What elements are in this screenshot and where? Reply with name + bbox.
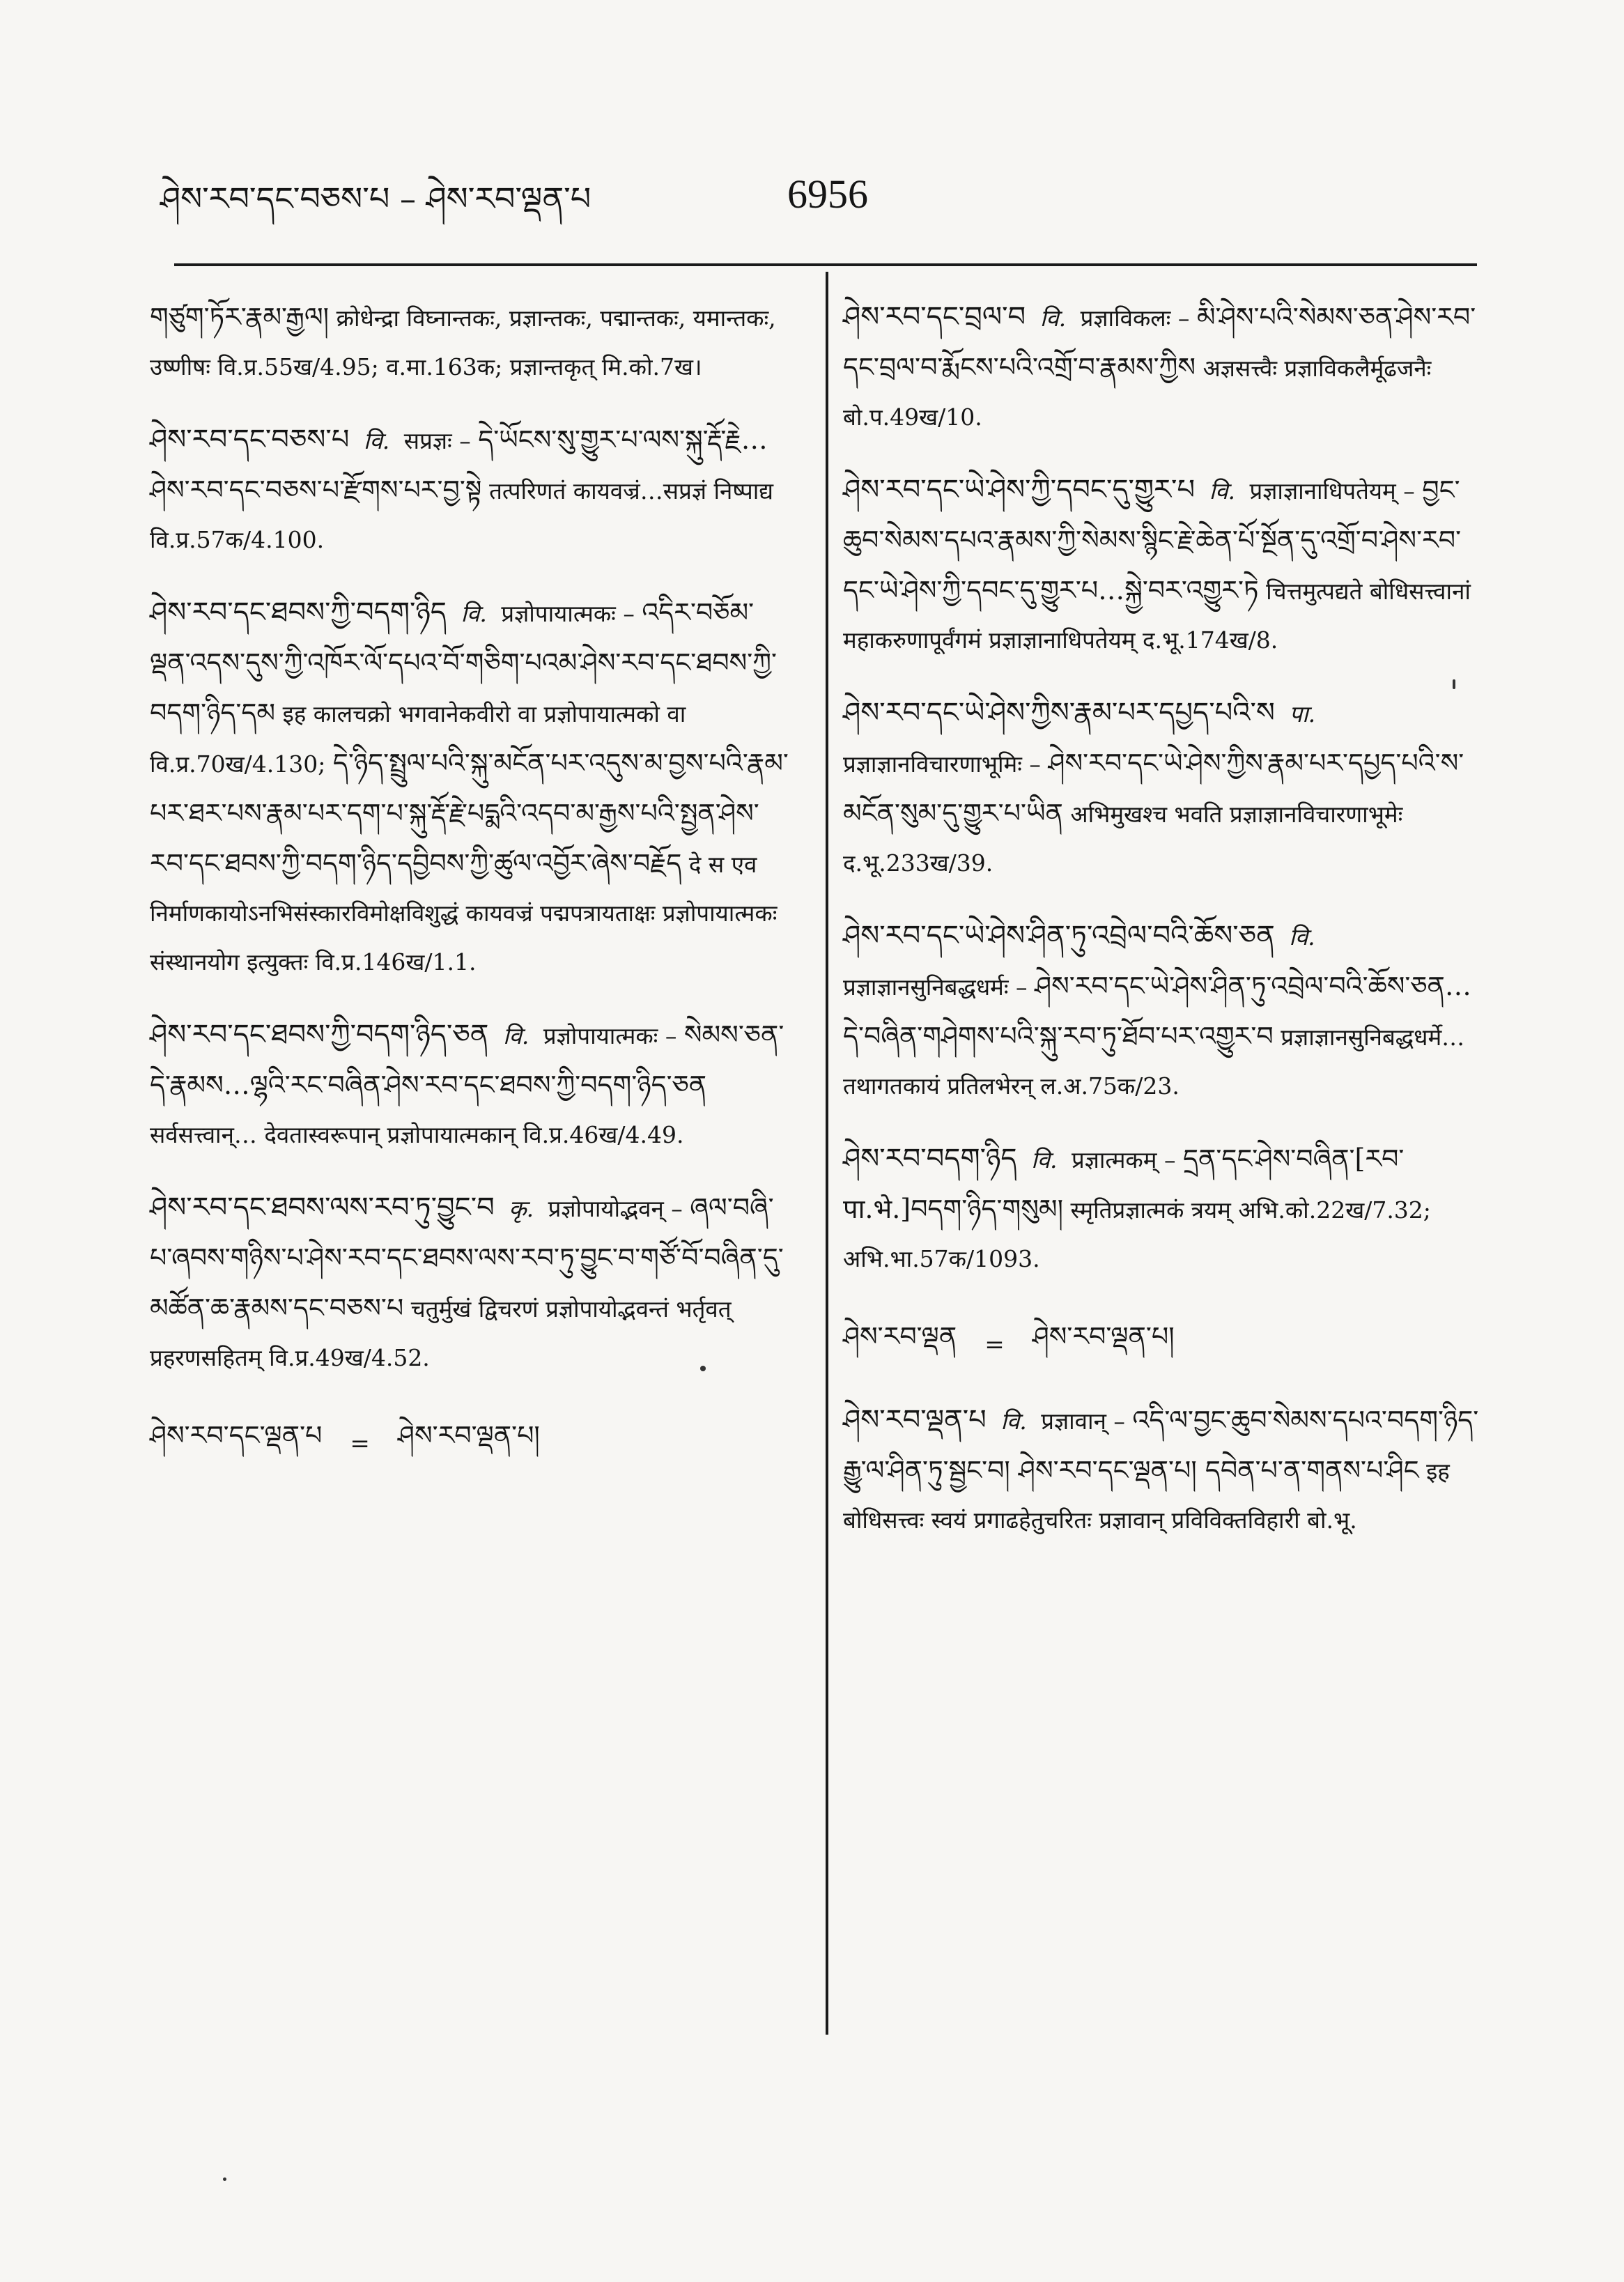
headword: ཤེས་རབ་དང་བྲལ་བ — [843, 301, 1026, 333]
grammar-tag: वि. — [461, 600, 487, 627]
headword: ཤེས་རབ་དང་ཐབས་ལས་རབ་ཏུ་བྱུང་བ — [150, 1192, 495, 1224]
tibetan-example: དེ་ཉིད་སྤྲུལ་པའི་སྐུ་མངོན་པར་འདུས་མ་བྱས་པའི་རྣམ་པར་ཐར་པས་རྣམ་པར་དག་པ་སྐུ་རྡོ་རྗེ་པདྨའི་འདབ་མ་རྒྱས་པའི་སྤྱན་ཤེས་རབ་དང་ཐབས་ཀྱི་བདག་ཉིད་དབྱིབས་ཀྱི་ཚུལ་འབྱོར་ཞེས་བརྗོད — [150, 748, 789, 879]
grammar-tag: वि. — [1289, 923, 1315, 950]
headword: ཤེས་རབ་དང་ཡེ་ཤེས་ཀྱིས་རྣམ་པར་དཔྱད་པའི་ས — [843, 697, 1275, 729]
tibetan-example: མི་ཤེས་པའི་སེམས་ཅན་ཤེས་རབ་དང་བྲལ་བ་རྨོངས་པའི་འགྲོ་བ་རྣམས་ཀྱིས — [843, 302, 1476, 383]
sanskrit-example: अज्ञसत्त्वैः प्रज्ञाविकलैर्मूढजनैः — [1202, 355, 1432, 382]
headword: ཤེས་རབ་དང་ཡེ་ཤེས་ཤིན་ཏུ་འབྲེལ་བའི་ཆོས་ཅན — [843, 920, 1275, 952]
dictionary-entry — [843, 1134, 1484, 1283]
sanskrit-equivalent: प्रज्ञाज्ञानाधिपतेयम् – — [1249, 477, 1415, 504]
left-column — [150, 293, 791, 1495]
entry-continuation — [150, 293, 791, 392]
column-divider — [826, 272, 828, 2035]
tibetan-example: གཙུག་ཏོར་རྣམ་རྒྱལ། — [150, 302, 330, 332]
sanskrit-equivalent: प्रज्ञोपायात्मकः – — [501, 600, 635, 627]
grammar-tag: वि. — [1031, 1146, 1058, 1173]
tibetan-example: ཞལ་བཞི་པ་ཞབས་གཉིས་པ་ཤེས་རབ་དང་ཐབས་ལས་རབ་ཏུ་བྱུང་བ་གཙོ་བོ་བཞིན་དུ་མཚོན་ཆ་རྣམས་དང་བཅས་པ — [150, 1192, 784, 1323]
dictionary-entry — [150, 588, 791, 987]
headword: ཤེས་རབ་ལྡན — [843, 1321, 957, 1352]
sanskrit-equivalent: प्रज्ञाज्ञानविचारणाभूमिः – — [843, 750, 1041, 778]
headword: ཤེས་རབ་བདག་ཉིད — [843, 1143, 1017, 1175]
grammar-tag: वि. — [363, 427, 390, 454]
dictionary-entry — [843, 688, 1484, 888]
stray-mark — [223, 2177, 226, 2181]
page-number: 6956 — [787, 171, 868, 217]
tibetan-example: དྲན་དང་ཤེས་བཞིན་[རབ་ पा.भे.]བདག་ཉིད་གསུམ། — [843, 1143, 1405, 1224]
grammar-tag: वि. — [1209, 477, 1235, 504]
tibetan-example: སེམས་ཅན་དེ་རྣམས…ལྷའི་རང་བཞིན་ཤེས་རབ་དང་ཐབས་ཀྱི་བདག་ཉིད་ཅན — [150, 1019, 784, 1100]
tibetan-example: ཤེས་རབ་དང་ཡེ་ཤེས་ཀྱིས་རྣམ་པར་དཔྱད་པའི་ས་མངོན་སུམ་དུ་གྱུར་པ་ཡིན — [843, 748, 1464, 828]
grammar-tag: वि. — [1000, 1408, 1027, 1435]
tibetan-example: འདིར་བཅོམ་ལྡན་འདས་དུས་ཀྱི་འཁོར་ལོ་དཔའ་བོ་གཅིག་པའམ་ཤེས་རབ་དང་ཐབས་ཀྱི་བདག་ཉིད་དམ — [150, 597, 777, 728]
dictionary-entry — [843, 465, 1484, 665]
sanskrit-example: प्रज्ञाज्ञानसुनिबद्धधर्मे… तथागतकायं प्रतिलभेरन् — [843, 1024, 1465, 1100]
sanskrit-example: तत्परिणतं कायवज्रं…सप्रज्ञं निष्पाद्य — [489, 477, 774, 504]
source-reference: बो.प.49ख/10. — [843, 403, 982, 431]
grammar-tag: पा. — [1289, 700, 1316, 727]
header-rule — [174, 263, 1477, 266]
sanskrit-equivalent: प्रज्ञाविकलः – — [1080, 304, 1190, 332]
cross-reference — [150, 1406, 791, 1481]
tibetan-example: ཤེས་རབ་དང་ཡེ་ཤེས་ཤིན་ཏུ་འབྲེལ་བའི་ཆོས་ཅན…དེ་བཞིན་གཤེགས་པའི་སྐུ་རབ་ཏུ་ཐོབ་པར་འགྱུར་བ — [843, 971, 1471, 1051]
dictionary-entry — [843, 293, 1484, 442]
stray-mark — [1453, 679, 1455, 689]
dictionary-entry — [150, 1010, 791, 1159]
source-reference: वि.प्र.57क/4.100. — [150, 526, 325, 553]
source-reference: अभि.को.22ख/7.32; अभि.भा.57क/1093. — [843, 1196, 1431, 1272]
sanskrit-equivalent: प्रज्ञात्मकम् – — [1071, 1146, 1176, 1173]
headword: ཤེས་རབ་དང་ཡེ་ཤེས་ཀྱི་དབང་དུ་གྱུར་པ — [843, 474, 1196, 506]
source-reference: द.भू.233ख/39. — [843, 849, 993, 877]
sanskrit-example: दे स एव निर्माणकायोऽनभिसंस्कारविमोक्षविशुद्धं कायवज्रं पद्मपत्रायताक्षः प्रज्ञोपायात्मकः संस्थानयोग इत्युक्तः — [150, 851, 778, 976]
dictionary-entry — [150, 415, 791, 564]
tibetan-example: དེ་ཡོངས་སུ་གྱུར་པ་ལས་སྐུ་རྡོ་རྗེ…ཤེས་རབ་དང་བཅས་པ་རྫོགས་པར་བྱ་སྟེ — [150, 424, 768, 505]
source-reference: वि.प्र.49ख/4.52. — [269, 1344, 430, 1371]
sanskrit-equivalent: प्रज्ञाज्ञानसुनिबद्धधर्मः – — [843, 973, 1028, 1001]
running-head — [160, 157, 1456, 217]
headword: ཤེས་རབ་དང་ལྡན་པ — [150, 1420, 323, 1451]
sanskrit-equivalent: प्रज्ञोपायात्मकः – — [543, 1022, 677, 1049]
grammar-tag: वि. — [502, 1022, 529, 1049]
source-reference: बो.भू. — [1307, 1506, 1357, 1534]
sanskrit-equivalent: प्रज्ञोपायोद्भवन् – — [548, 1195, 683, 1222]
dictionary-entry — [843, 911, 1484, 1111]
right-column — [843, 293, 1484, 1568]
source-reference: द.भू.174ख/8. — [1143, 626, 1278, 654]
dictionary-entry — [150, 1183, 791, 1382]
dictionary-entry — [843, 1396, 1484, 1545]
sanskrit-example: अभिमुखश्च भवति प्रज्ञाज्ञानविचारणाभूमेः — [1070, 801, 1403, 828]
sanskrit-example: चतुर्मुखं द्विचरणं प्रज्ञोपायोद्भवन्तं भर्तृवत् प्रहरणसहितम् — [150, 1295, 732, 1371]
equals-sign: = — [984, 1330, 1005, 1359]
stray-mark — [700, 1366, 706, 1371]
source-reference: ल.अ.75क/23. — [1040, 1072, 1180, 1100]
source-reference: वि.प्र.70ख/4.130; — [150, 750, 326, 778]
sanskrit-example: स्मृतिप्रज्ञात्मकं त्रयम् — [1070, 1196, 1231, 1224]
sanskrit-equivalent: सप्रज्ञः – — [403, 427, 471, 454]
headword: ཤེས་རབ་དང་ཐབས་ཀྱི་བདག་ཉིད་ཅན — [150, 1019, 489, 1051]
headword: ཤེས་རབ་ལྡན་པ — [843, 1404, 987, 1436]
headword: ཤེས་རབ་དང་ཐབས་ཀྱི་བདག་ཉིད — [150, 596, 447, 629]
running-head-entries: ཤེས་རབ་དང་བཅས་པ – ཤེས་རབ་ལྡན་པ — [160, 180, 591, 217]
sanskrit-equivalent: प्रज्ञावान् – — [1041, 1408, 1125, 1435]
cross-reference-target: ཤེས་རབ་ལྡན་པ། — [397, 1420, 540, 1451]
sanskrit-example: चित्तमुत्पद्यते बोधिसत्त्वानां महाकरुणापूर्वंगमं प्रज्ञाज्ञानाधिपतेयम् — [843, 578, 1471, 654]
cross-reference-target: ཤེས་རབ་ལྡན་པ། — [1032, 1321, 1175, 1352]
source-reference: वि.प्र.146ख/1.1. — [315, 948, 477, 976]
sanskrit-example: इह कालचक्रो भगवानेकवीरो वा प्रज्ञोपायात्मको वा — [282, 700, 686, 727]
sanskrit-example: इह बोधिसत्त्वः स्वयं प्रगाढहेतुचरितः प्रज्ञावान् प्रविविक्तविहारी — [843, 1458, 1450, 1534]
grammar-tag: कृ. — [509, 1195, 534, 1222]
source-reference: वि.प्र.46ख/4.49. — [523, 1121, 684, 1148]
source-reference: वि.प्र.55ख/4.95; व.मा.163क; प्रज्ञान्तकृत् मि.को.7ख। — [217, 353, 702, 380]
grammar-tag: वि. — [1039, 304, 1067, 332]
tibetan-example: བྱང་ཆུབ་སེམས་དཔའ་རྣམས་ཀྱི་སེམས་སྙིང་རྗེ་ཆེན་པོ་སྔོན་དུ་འགྲོ་བ་ཤེས་རབ་དང་ཡེ་ཤེས་ཀྱི་དབང་དུ་གྱུར་པ…སྐྱེ་བར་འགྱུར་ཏེ — [843, 475, 1462, 606]
cross-reference — [843, 1307, 1484, 1382]
equals-sign: = — [350, 1429, 370, 1458]
headword: ཤེས་རབ་དང་བཅས་པ — [150, 424, 350, 456]
sanskrit-example: सर्वसत्त्वान्… देवतास्वरूपान् प्रज्ञोपायात्मकान् — [150, 1121, 516, 1148]
tibetan-example: འདི་ལ་བྱང་ཆུབ་སེམས་དཔའ་བདག་ཉིད་རྒྱུ་ལ་ཤིན་ཏུ་སྦྱང་བ། ཤེས་རབ་དང་ལྡན་པ། དབེན་པ་ན་གནས་པ་ཤིང — [843, 1405, 1479, 1486]
sanskrit-example: क्रोधेन्द्रा विघ्नान्तकः, प्रज्ञान्तकः, पद्मान्तकः, यमान्तकः, उष्णीषः — [150, 304, 776, 380]
